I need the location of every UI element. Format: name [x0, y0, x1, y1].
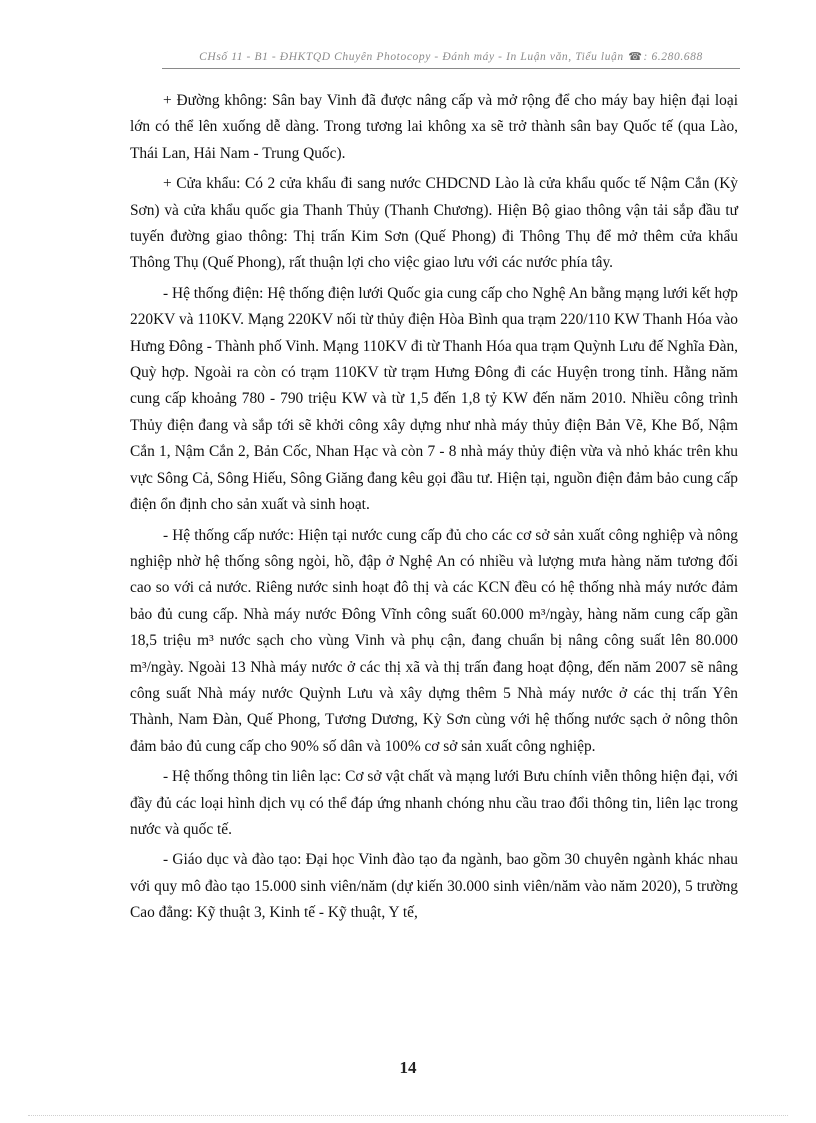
header-rule — [162, 68, 740, 69]
paragraph-communications: - Hệ thống thông tin liên lạc: Cơ sở vật chất và mạng lưới Bưu chính viễn thông hiện đại, với đầy đủ các loại hình dịch vụ có thể đáp ứng nhanh chóng nhu cầu trao đổi thông tin, liên lạc trong nước và quốc tế. — [130, 768, 738, 838]
paragraph-water-supply: - Hệ thống cấp nước: Hiện tại nước cung cấp đủ cho các cơ sở sản xuất công nghiệp và nông nghiệp nhờ hệ thống sông ngòi, hồ, đập ở Nghệ An có nhiều và lượng mưa hàng năm tương đối cao so với cả nước. Riêng nước sinh hoạt đô thị và các KCN đều có hệ thống nhà máy nước đảm bảo đủ cung cấp. Nhà máy nước Đông Vĩnh công suất 60.000 m³/ngày, hàng năm cung cấp gần 18,5 triệu m³ nước sạch cho vùng Vinh và phụ cận, đang chuẩn bị nâng công suất lên 80.000 m³/ngày. Ngoài 13 Nhà máy nước ở các thị xã và thị trấn đang hoạt động, đến năm 2007 sẽ nâng công suất Nhà máy nước Quỳnh Lưu và xây dựng thêm 5 Nhà máy nước ở các thị trấn Yên Thành, Nam Đàn, Quế Phong, Tương Dương, Kỳ Sơn cùng với hệ thống nước sạch ở nông thôn đảm bảo đủ cung cấp cho 90% số dân và 100% cơ sở sản xuất công nghiệp. — [130, 526, 738, 755]
header-text: CHsố 11 - B1 - ĐHKTQD Chuyên Photocopy - Đánh máy - In Luận văn, Tiểu luận — [199, 51, 624, 63]
paragraph-air-transport: + Đường không: Sân bay Vinh đã được nâng cấp và mở rộng để cho máy bay hiện đại loại lớn có thể lên xuống dễ dàng. Trong tương lai không xa sẽ trở thành sân bay Quốc tế (qua Lào, Thái Lan, Hải Nam - Trung Quốc). — [130, 92, 738, 162]
document-body — [130, 88, 738, 931]
running-header — [162, 50, 740, 63]
phone-icon: ☎ — [628, 51, 643, 63]
paragraph-power-system: - Hệ thống điện: Hệ thống điện lưới Quốc gia cung cấp cho Nghệ An bằng mạng lưới kết hợp 220KV và 110KV. Mạng 220KV nối từ thủy điện Hòa Bình qua trạm 220/110 KW Thanh Hóa vào Hưng Đông - Thành phố Vinh. Mạng 110KV đi từ Thanh Hóa qua trạm Quỳnh Lưu đế Nghĩa Đàn, Quỳ hợp. Ngoài ra còn có trạm 110KV từ trạm Hưng Đông đi các Huyện trong tỉnh. Hằng năm cung cấp khoảng 780 - 790 triệu KW và từ 1,5 đến 1,8 tỷ KW đến năm 2010. Nhiều công trình Thủy điện đang và sắp tới sẽ khởi công xây dựng như nhà máy thủy điện Bản Vẽ, Khe Bố, Nậm Cắn 1, Nậm Cắn 2, Bản Cốc, Nhan Hạc và còn 7 - 8 nhà máy thủy điện vừa và nhỏ khác trên khu vực Sông Cả, Sông Hiếu, Sông Giăng đang kêu gọi đầu tư. Hiện tại, nguồn điện đảm bảo cung cấp điện ổn định cho sản xuất và sinh hoạt. — [130, 284, 739, 514]
footer-divider — [28, 1115, 788, 1116]
paragraph-border-gates: + Cửa khẩu: Có 2 cửa khẩu đi sang nước CHDCND Lào là cửa khẩu quốc tế Nậm Cắn (Kỳ Sơn) và cửa khẩu quốc gia Thanh Thủy (Thanh Chương). Hiện Bộ giao thông vận tải sắp đầu tư tuyến đường giao thông: Thị trấn Kim Sơn (Quế Phong) đi Thông Thụ để mở thêm cửa khẩu Thông Thụ (Quế Phong), rất thuận lợi cho việc giao lưu với các nước phía tây. — [130, 175, 738, 272]
page-number: 14 — [399, 1058, 417, 1077]
paragraph-education: - Giáo dục và đào tạo: Đại học Vinh đào tạo đa ngành, bao gồm 30 chuyên ngành khác nhau với quy mô đào tạo 15.000 sinh viên/năm (dự kiến 30.000 sinh viên/năm vào năm 2020), 5 trường Cao đẳng: Kỹ thuật 3, Kinh tế - Kỹ thuật, Y tế, — [130, 851, 738, 922]
header-phone-number: : 6.280.688 — [643, 51, 703, 63]
